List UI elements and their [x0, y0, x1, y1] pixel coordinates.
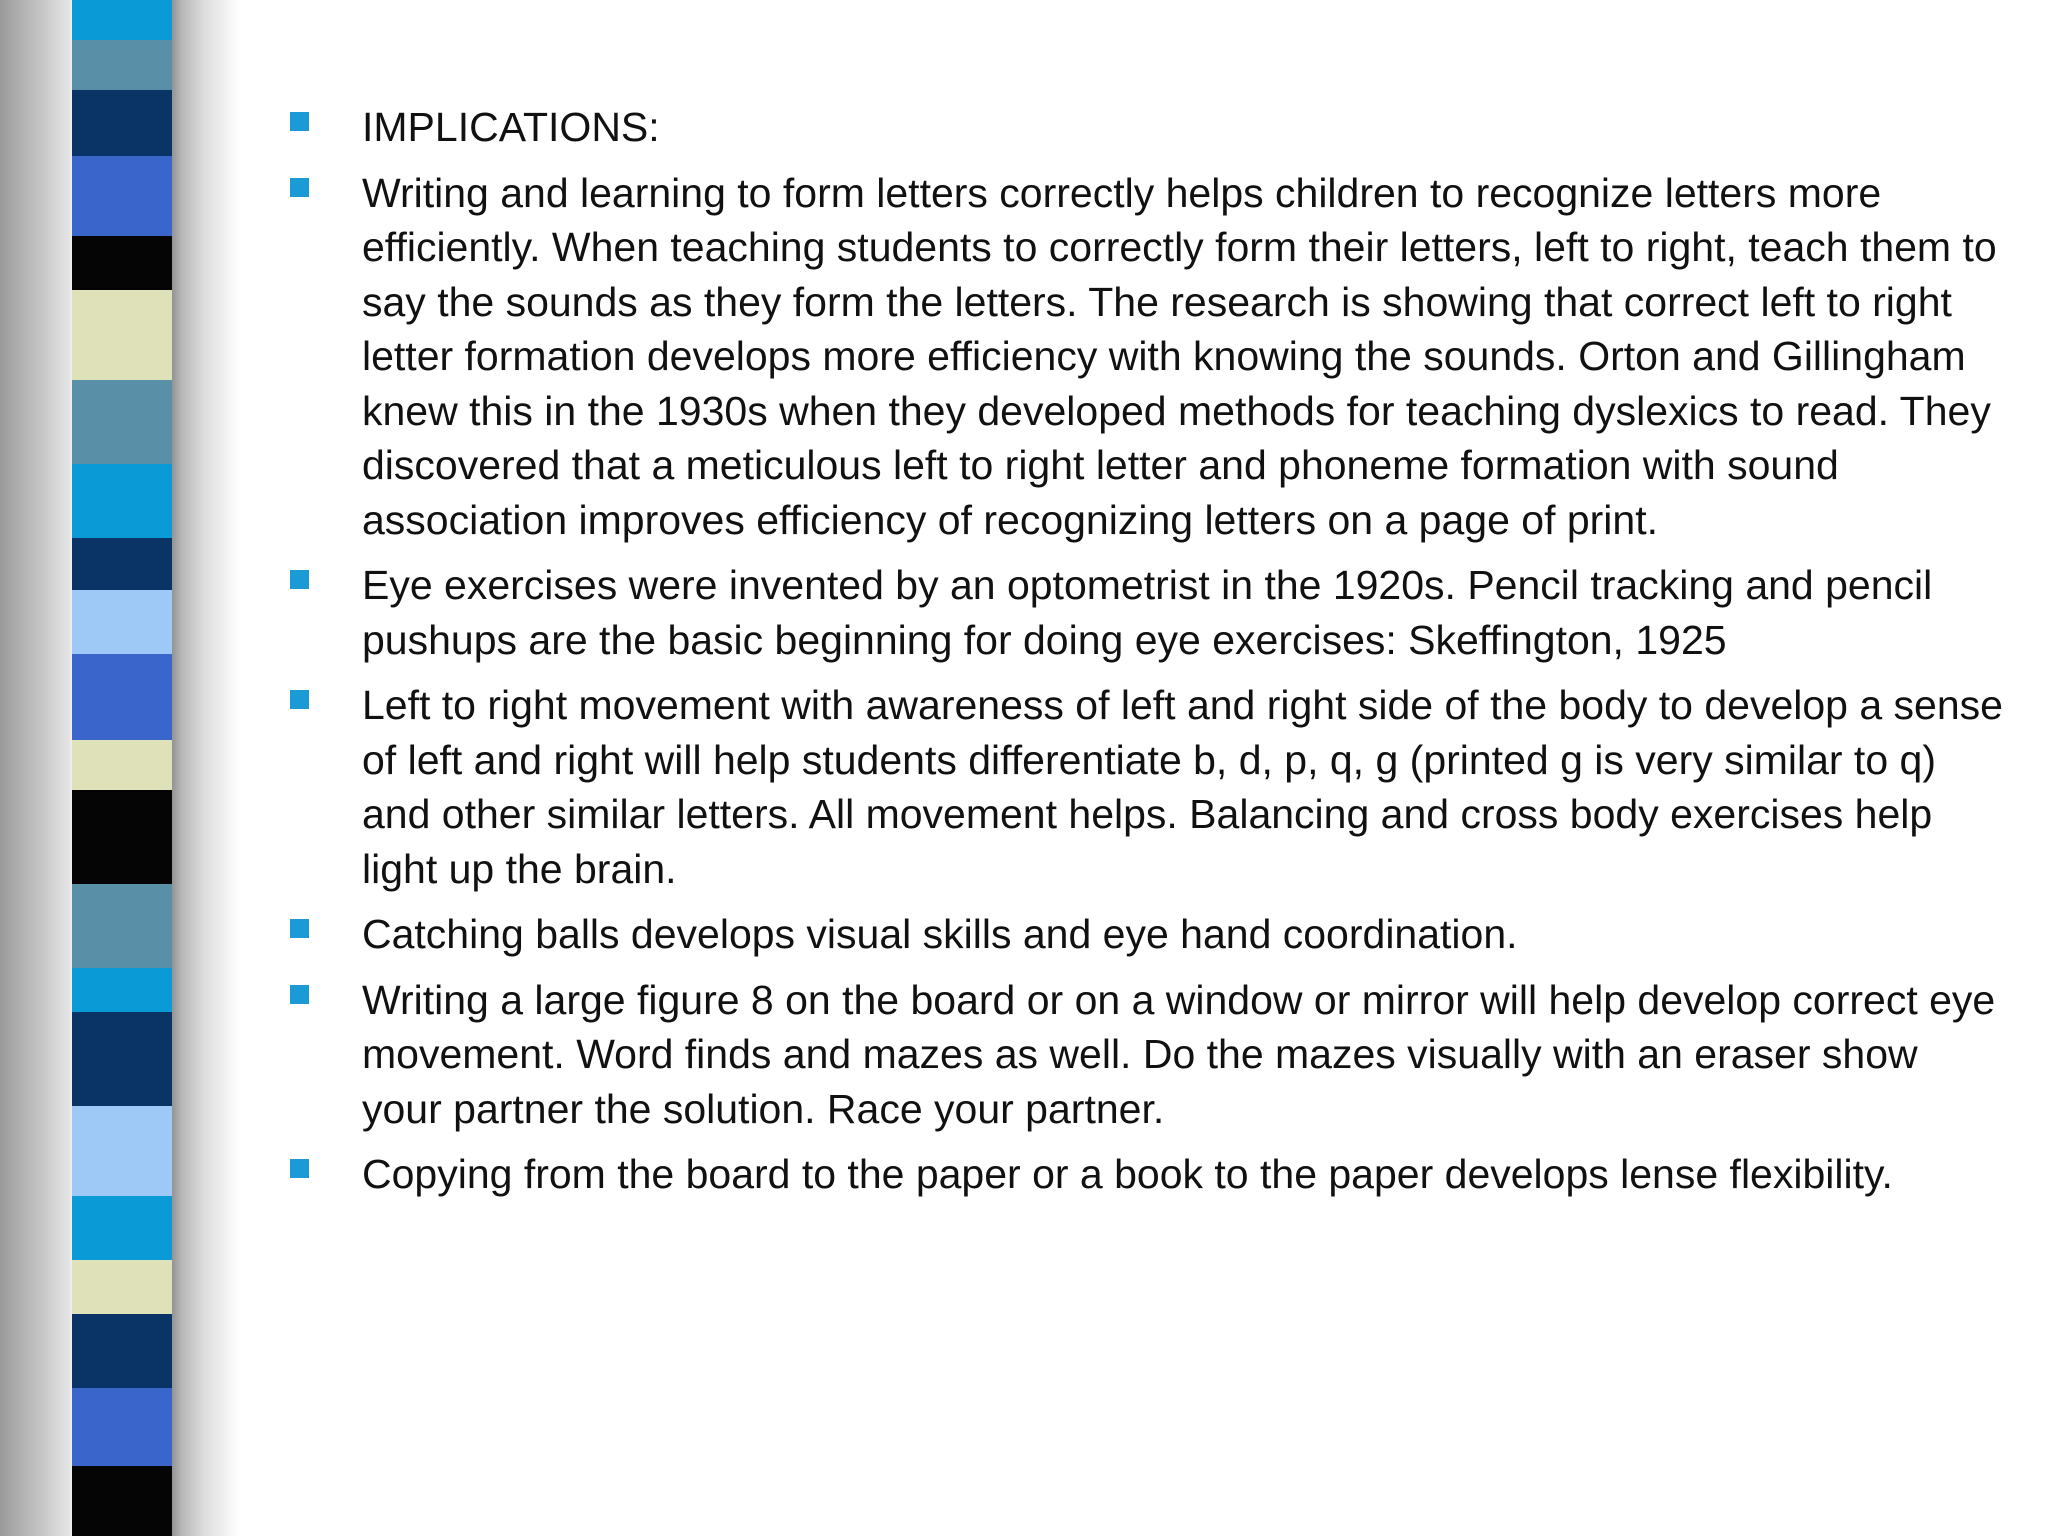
strip-segment [72, 590, 172, 660]
square-bullet-icon [290, 919, 309, 938]
bullet-item [288, 1147, 2008, 1202]
decorative-color-strip [72, 0, 172, 1536]
strip-segment [72, 1106, 172, 1202]
bullet-item [288, 678, 2008, 896]
strip-segment [72, 290, 172, 386]
strip-segment [72, 156, 172, 242]
bullet-text: Left to right movement with awareness of left and right side of the body to develop a sense of left and right will help students differentiate b, d, p, q, g (printed g is very similar to q) and other similar letters. All movement helps. Balancing and cross body exercises help light up the brain. [362, 682, 2003, 892]
square-bullet-icon [290, 1159, 309, 1178]
bullet-item [288, 973, 2008, 1137]
bullet-text: Eye exercises were invented by an optometrist in the 1920s. Pencil tracking and pencil pushups are the basic beginning for doing eye exercises: Skeffington, 1925 [362, 562, 1933, 663]
strip-segment [72, 1012, 172, 1112]
strip-segment [72, 0, 172, 44]
strip-segment [72, 464, 172, 544]
square-bullet-icon [290, 690, 309, 709]
bullet-text: Catching balls develops visual skills and eye hand coordination. [362, 911, 1518, 957]
strip-segment [72, 1466, 172, 1536]
strip-segment [72, 236, 172, 296]
strip-segment [72, 654, 172, 746]
strip-segment [72, 538, 172, 596]
strip-segment [72, 1196, 172, 1266]
strip-segment [72, 884, 172, 974]
square-bullet-icon [290, 985, 309, 1004]
bullet-item [288, 907, 2008, 962]
bullet-item [288, 100, 2008, 155]
bullet-text: IMPLICATIONS: [362, 104, 660, 150]
strip-segment [72, 1388, 172, 1472]
square-bullet-icon [290, 178, 309, 197]
strip-segment [72, 380, 172, 470]
strip-segment [72, 740, 172, 796]
bullet-list [288, 100, 2008, 1213]
strip-segment [72, 40, 172, 96]
square-bullet-icon [290, 570, 309, 589]
bullet-text: Writing and learning to form letters correctly helps children to recognize letters more efficiently. When teaching students to correctly form their letters, left to right, teach them to say the sounds as they form the letters. The research is showing that correct left to right letter formation develops more efficiency with knowing the sounds. Orton and Gillingham knew this in the 1930s when they developed methods for teaching dyslexics to read. They discovered that a meticulous left to right letter and phoneme formation with sound association improves efficiency of recognizing letters on a page of print. [362, 169, 1997, 543]
square-bullet-icon [290, 112, 309, 131]
strip-segment [72, 1314, 172, 1394]
strip-segment [72, 90, 172, 162]
strip-shadow [170, 0, 240, 1536]
bullet-item [288, 166, 2008, 548]
strip-segment [72, 1260, 172, 1320]
strip-segment [72, 968, 172, 1018]
bullet-text: Copying from the board to the paper or a book to the paper develops lense flexibility. [362, 1151, 1893, 1197]
bullet-item [288, 558, 2008, 667]
strip-segment [72, 790, 172, 890]
bullet-text: Writing a large figure 8 on the board or on a window or mirror will help develop correct eye movement. Word finds and mazes as well. Do the mazes visually with an eraser show your partner the solution. Race your partner. [362, 976, 1996, 1132]
